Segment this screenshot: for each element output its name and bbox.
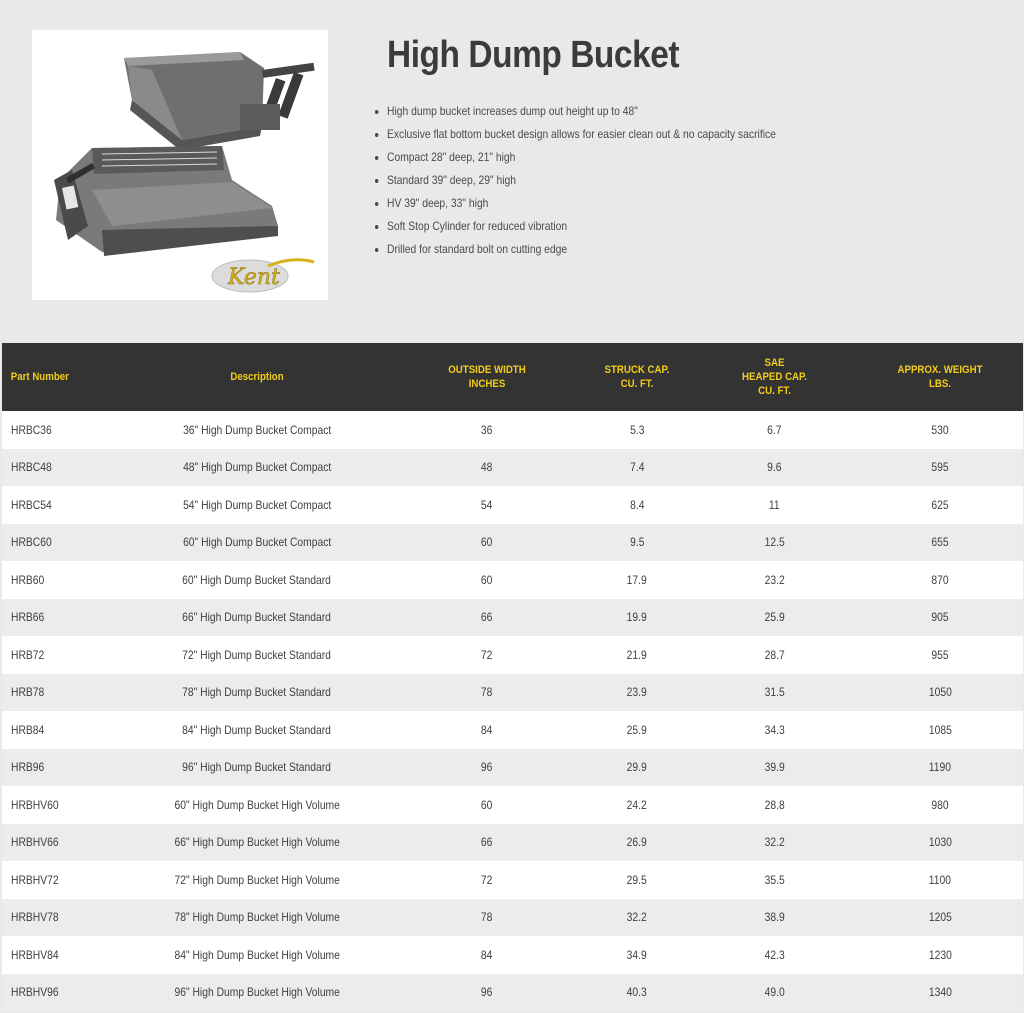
cell-text: 655 — [931, 535, 949, 550]
cell-text: HRB84 — [11, 722, 45, 737]
cell-description — [122, 861, 392, 899]
cell-text: 23.9 — [626, 685, 648, 700]
cell-outside-width — [392, 449, 582, 487]
table-row — [2, 449, 1023, 487]
cell-part-number — [2, 974, 122, 1012]
table-row — [2, 974, 1023, 1012]
cell-part-number — [2, 524, 122, 562]
cell-struck-capacity — [582, 599, 692, 637]
cell-text: 72" High Dump Bucket High Volume — [174, 872, 340, 887]
cell-struck-capacity — [582, 636, 692, 674]
header-description — [138, 343, 376, 411]
cell-text: HRBHV84 — [11, 947, 59, 962]
cell-text: HRB96 — [11, 760, 45, 775]
cell-text: 21.9 — [626, 647, 648, 662]
cell-description — [122, 786, 392, 824]
cell-description — [122, 411, 392, 449]
cell-outside-width — [392, 861, 582, 899]
cell-text: HRB72 — [11, 647, 45, 662]
header-label: Part Number — [10, 371, 69, 383]
feature-item: • Soft Stop Cylinder for reduced vibration — [387, 218, 776, 241]
cell-heaped-capacity — [692, 636, 857, 674]
cell-text: HRBC48 — [11, 460, 52, 475]
cell-outside-width — [392, 936, 582, 974]
cell-outside-width — [392, 786, 582, 824]
header-heaped-capacity — [702, 343, 847, 411]
cell-outside-width — [392, 824, 582, 862]
cell-heaped-capacity — [692, 749, 857, 787]
cell-text: HRBC36 — [11, 422, 52, 437]
cell-text: 60" High Dump Bucket High Volume — [174, 797, 340, 812]
cell-weight — [857, 899, 1023, 937]
cell-struck-capacity — [582, 711, 692, 749]
cell-description — [122, 899, 392, 937]
cell-text: 32.2 — [764, 835, 785, 850]
cell-text: 40.3 — [626, 985, 648, 1000]
header-label: Description — [230, 371, 284, 383]
cell-text: 28.7 — [764, 647, 785, 662]
cell-text: 9.6 — [767, 460, 782, 475]
spec-table-body — [2, 411, 1023, 1011]
cell-text: 11 — [769, 497, 780, 512]
cell-heaped-capacity — [692, 524, 857, 562]
cell-description — [122, 524, 392, 562]
cell-struck-capacity — [582, 899, 692, 937]
cell-text: 12.5 — [764, 535, 785, 550]
cell-text: 72 — [481, 872, 493, 887]
cell-text: 1205 — [928, 910, 952, 925]
cell-text: 48" High Dump Bucket Compact — [182, 460, 332, 475]
cell-weight — [857, 599, 1023, 637]
cell-part-number — [2, 636, 122, 674]
cell-weight — [857, 861, 1023, 899]
header-outside-width — [403, 343, 570, 411]
header-row — [2, 343, 1023, 411]
cell-weight — [857, 524, 1023, 562]
table-row — [2, 786, 1023, 824]
header-part-number — [2, 343, 108, 411]
header-weight — [867, 343, 1013, 411]
header-label: CU. FT. — [758, 385, 791, 397]
cell-struck-capacity — [582, 824, 692, 862]
cell-text: 35.5 — [764, 872, 785, 887]
cell-part-number — [2, 786, 122, 824]
cell-text: 48 — [481, 460, 493, 475]
cell-struck-capacity — [582, 674, 692, 712]
table-row — [2, 411, 1023, 449]
cell-text: 1340 — [928, 985, 952, 1000]
cell-text: 84" High Dump Bucket Standard — [182, 722, 332, 737]
cell-outside-width — [392, 711, 582, 749]
cell-weight — [857, 449, 1023, 487]
header-struck-capacity — [589, 343, 686, 411]
cell-heaped-capacity — [692, 411, 857, 449]
cell-text: 54" High Dump Bucket Compact — [182, 497, 332, 512]
cell-heaped-capacity — [692, 561, 857, 599]
cell-text: 60 — [481, 797, 493, 812]
cell-text: 905 — [931, 610, 949, 625]
cell-heaped-capacity — [692, 711, 857, 749]
header-label: HEAPED CAP. — [742, 371, 807, 383]
cell-text: 36" High Dump Bucket Compact — [182, 422, 332, 437]
cell-struck-capacity — [582, 561, 692, 599]
cell-weight — [857, 936, 1023, 974]
cell-description — [122, 674, 392, 712]
cell-text: HRB66 — [11, 610, 45, 625]
table-row — [2, 899, 1023, 937]
cell-heaped-capacity — [692, 824, 857, 862]
table-row — [2, 936, 1023, 974]
cell-text: 84 — [481, 722, 493, 737]
header-label: STRUCK CAP. — [604, 364, 670, 376]
cell-heaped-capacity — [692, 674, 857, 712]
table-row — [2, 486, 1023, 524]
feature-list — [371, 103, 839, 264]
table-row — [2, 636, 1023, 674]
cell-heaped-capacity — [692, 786, 857, 824]
cell-weight — [857, 749, 1023, 787]
table-row — [2, 674, 1023, 712]
cell-description — [122, 636, 392, 674]
header-label: SAE — [764, 357, 785, 369]
cell-text: 19.9 — [626, 610, 648, 625]
table-row — [2, 749, 1023, 787]
bucket-illustration — [32, 30, 328, 300]
header-label: LBS. — [928, 378, 952, 390]
cell-text: 7.4 — [629, 460, 645, 475]
cell-part-number — [2, 674, 122, 712]
cell-outside-width — [392, 899, 582, 937]
cell-text: 49.0 — [764, 985, 785, 1000]
cell-outside-width — [392, 561, 582, 599]
header-label: CU. FT. — [620, 378, 654, 390]
feature-item: • Exclusive flat bottom bucket design allows for easier clean out & no capacity sacrifice — [387, 126, 776, 149]
header-label: APPROX. WEIGHT — [897, 364, 983, 376]
cell-weight — [857, 674, 1023, 712]
cell-text: 72 — [481, 647, 493, 662]
cell-text: 29.9 — [626, 760, 648, 775]
cell-description — [122, 486, 392, 524]
cell-text: 955 — [931, 647, 949, 662]
cell-text: 66 — [481, 610, 493, 625]
cell-weight — [857, 786, 1023, 824]
feature-item: • High dump bucket increases dump out height up to 48" — [387, 103, 776, 126]
cell-text: 31.5 — [764, 685, 785, 700]
cell-part-number — [2, 711, 122, 749]
feature-item: • Compact 28" deep, 21" high — [387, 149, 776, 172]
cell-outside-width — [392, 636, 582, 674]
cell-text: 39.9 — [764, 760, 785, 775]
cell-heaped-capacity — [692, 861, 857, 899]
cell-struck-capacity — [582, 974, 692, 1012]
cell-text: HRB78 — [11, 685, 45, 700]
cell-weight — [857, 486, 1023, 524]
cell-text: HRBHV96 — [11, 985, 59, 1000]
cell-text: 870 — [931, 572, 949, 587]
cell-struck-capacity — [582, 749, 692, 787]
cell-text: 42.3 — [764, 947, 785, 962]
cell-description — [122, 449, 392, 487]
cell-text: 78" High Dump Bucket Standard — [182, 685, 332, 700]
cell-text: 625 — [931, 497, 949, 512]
cell-text: 96" High Dump Bucket Standard — [182, 760, 332, 775]
cell-text: 78 — [481, 910, 493, 925]
cell-struck-capacity — [582, 786, 692, 824]
cell-heaped-capacity — [692, 486, 857, 524]
cell-heaped-capacity — [692, 974, 857, 1012]
cell-part-number — [2, 599, 122, 637]
cell-heaped-capacity — [692, 599, 857, 637]
product-image — [32, 30, 328, 300]
spec-table — [2, 343, 1023, 1011]
cell-text: HRBC60 — [11, 535, 52, 550]
cell-text: 72" High Dump Bucket Standard — [182, 647, 332, 662]
cell-text: 1050 — [928, 685, 952, 700]
cell-text: HRBHV72 — [11, 872, 59, 887]
header-label: INCHES — [468, 378, 506, 390]
cell-weight — [857, 636, 1023, 674]
cell-struck-capacity — [582, 936, 692, 974]
cell-weight — [857, 561, 1023, 599]
cell-struck-capacity — [582, 486, 692, 524]
cell-heaped-capacity — [692, 449, 857, 487]
cell-weight — [857, 711, 1023, 749]
cell-text: 5.3 — [629, 422, 645, 437]
table-row — [2, 524, 1023, 562]
cell-weight — [857, 974, 1023, 1012]
cell-text: 36 — [481, 422, 493, 437]
cell-description — [122, 599, 392, 637]
cell-outside-width — [392, 599, 582, 637]
cell-outside-width — [392, 411, 582, 449]
cell-text: 25.9 — [626, 722, 648, 737]
cell-text: 34.3 — [764, 722, 785, 737]
cell-text: 96 — [481, 985, 493, 1000]
cell-text: 26.9 — [626, 835, 648, 850]
cell-text: 78 — [481, 685, 493, 700]
cell-text: 24.2 — [626, 797, 648, 812]
cell-description — [122, 749, 392, 787]
cell-text: 8.4 — [629, 497, 645, 512]
spec-table-container — [2, 343, 1023, 1013]
cell-description — [122, 936, 392, 974]
cell-text: 34.9 — [626, 947, 648, 962]
cell-description — [122, 824, 392, 862]
cell-text: 96" High Dump Bucket High Volume — [174, 985, 340, 1000]
cell-text: 6.7 — [767, 422, 782, 437]
cell-outside-width — [392, 486, 582, 524]
cell-text: HRBC54 — [11, 497, 52, 512]
table-row — [2, 599, 1023, 637]
cell-struck-capacity — [582, 524, 692, 562]
cell-text: 23.2 — [764, 572, 785, 587]
cell-struck-capacity — [582, 411, 692, 449]
cell-part-number — [2, 824, 122, 862]
cell-part-number — [2, 449, 122, 487]
cell-text: 595 — [931, 460, 949, 475]
feature-item: • HV 39" deep, 33" high — [387, 195, 776, 218]
page-title: High Dump Bucket — [387, 34, 680, 76]
header-label: OUTSIDE WIDTH — [448, 364, 526, 376]
cell-text: 1230 — [928, 947, 952, 962]
cell-part-number — [2, 486, 122, 524]
cell-description — [122, 561, 392, 599]
cell-outside-width — [392, 674, 582, 712]
cell-text: 78" High Dump Bucket High Volume — [174, 910, 340, 925]
cell-text: 1100 — [928, 872, 952, 887]
cell-outside-width — [392, 974, 582, 1012]
cell-weight — [857, 411, 1023, 449]
cell-weight — [857, 824, 1023, 862]
table-row — [2, 711, 1023, 749]
cell-text: 1085 — [928, 722, 952, 737]
cell-text: 60 — [481, 535, 493, 550]
cell-text: 530 — [931, 422, 949, 437]
cell-text: 1030 — [928, 835, 952, 850]
feature-item: • Drilled for standard bolt on cutting edge — [387, 241, 776, 264]
cell-outside-width — [392, 524, 582, 562]
table-row — [2, 561, 1023, 599]
cell-part-number — [2, 861, 122, 899]
cell-text: 29.5 — [626, 872, 648, 887]
cell-text: 1190 — [928, 760, 952, 775]
cell-text: 96 — [481, 760, 493, 775]
cell-text: 54 — [481, 497, 493, 512]
cell-text: 60 — [481, 572, 493, 587]
cell-part-number — [2, 411, 122, 449]
cell-struck-capacity — [582, 449, 692, 487]
cell-text: 17.9 — [626, 572, 648, 587]
cell-text: 9.5 — [629, 535, 645, 550]
feature-item: • Standard 39" deep, 29" high — [387, 172, 776, 195]
cell-text: 84" High Dump Bucket High Volume — [174, 947, 340, 962]
cell-description — [122, 711, 392, 749]
cell-text: 66" High Dump Bucket High Volume — [174, 835, 340, 850]
cell-description — [122, 974, 392, 1012]
cell-part-number — [2, 936, 122, 974]
kent-logo: Kent — [228, 265, 280, 290]
cell-text: HRBHV66 — [11, 835, 59, 850]
table-row — [2, 861, 1023, 899]
product-header — [0, 0, 1024, 343]
cell-text: 980 — [931, 797, 949, 812]
cell-text: 60" High Dump Bucket Compact — [182, 535, 332, 550]
cell-heaped-capacity — [692, 899, 857, 937]
table-row — [2, 824, 1023, 862]
cell-outside-width — [392, 749, 582, 787]
cell-text: HRB60 — [11, 572, 45, 587]
cell-text: 38.9 — [764, 910, 785, 925]
cell-text: HRBHV78 — [11, 910, 59, 925]
cell-part-number — [2, 899, 122, 937]
cell-text: 84 — [481, 947, 493, 962]
cell-text: HRBHV60 — [11, 797, 59, 812]
cell-text: 66 — [481, 835, 493, 850]
cell-heaped-capacity — [692, 936, 857, 974]
cell-text: 32.2 — [626, 910, 648, 925]
cell-text: 60" High Dump Bucket Standard — [182, 572, 332, 587]
cell-part-number — [2, 561, 122, 599]
cell-text: 66" High Dump Bucket Standard — [182, 610, 332, 625]
cell-struck-capacity — [582, 861, 692, 899]
cell-part-number — [2, 749, 122, 787]
cell-text: 28.8 — [764, 797, 785, 812]
spec-table-header — [2, 343, 1023, 411]
cell-text: 25.9 — [764, 610, 785, 625]
